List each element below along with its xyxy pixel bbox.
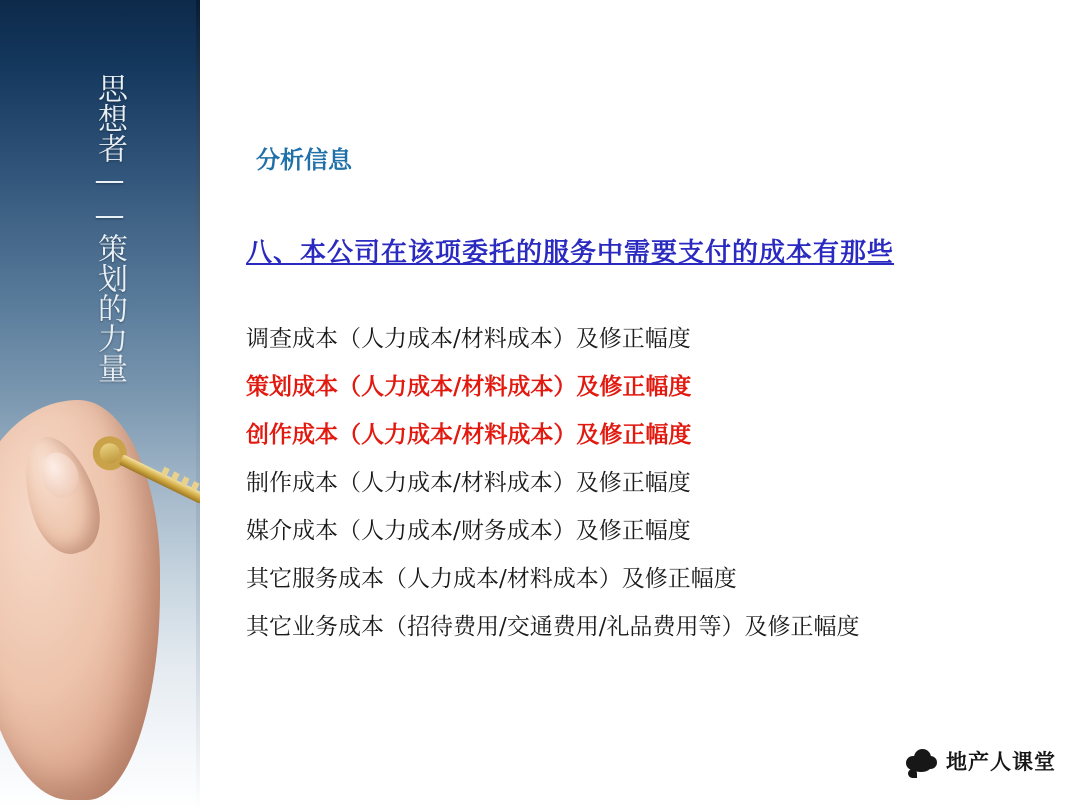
sidebar-vertical-title: 思想者——策划的力量 xyxy=(92,73,127,383)
watermark-label: 地产人课堂 xyxy=(946,750,1056,774)
list-item: 创作成本（人力成本/材料成本）及修正幅度 xyxy=(246,421,692,448)
slide-content xyxy=(200,0,1080,810)
page-title: 八、本公司在该项委托的服务中需要支付的成本有那些 xyxy=(246,238,895,268)
list-item: 其它服务成本（人力成本/材料成本）及修正幅度 xyxy=(246,566,737,592)
list-item: 媒介成本（人力成本/财务成本）及修正幅度 xyxy=(246,518,691,544)
list-item: 制作成本（人力成本/材料成本）及修正幅度 xyxy=(246,470,691,496)
hand-holding-key-illustration xyxy=(0,380,200,810)
list-item: 策划成本（人力成本/材料成本）及修正幅度 xyxy=(246,373,692,400)
wechat-logo-icon xyxy=(904,747,938,775)
list-item: 调查成本（人力成本/材料成本）及修正幅度 xyxy=(246,326,691,352)
cost-item-list xyxy=(246,315,1046,651)
list-item: 其它业务成本（招待费用/交通费用/礼品费用等）及修正幅度 xyxy=(246,614,860,640)
watermark xyxy=(904,746,1056,776)
section-label: 分析信息 xyxy=(256,146,352,174)
